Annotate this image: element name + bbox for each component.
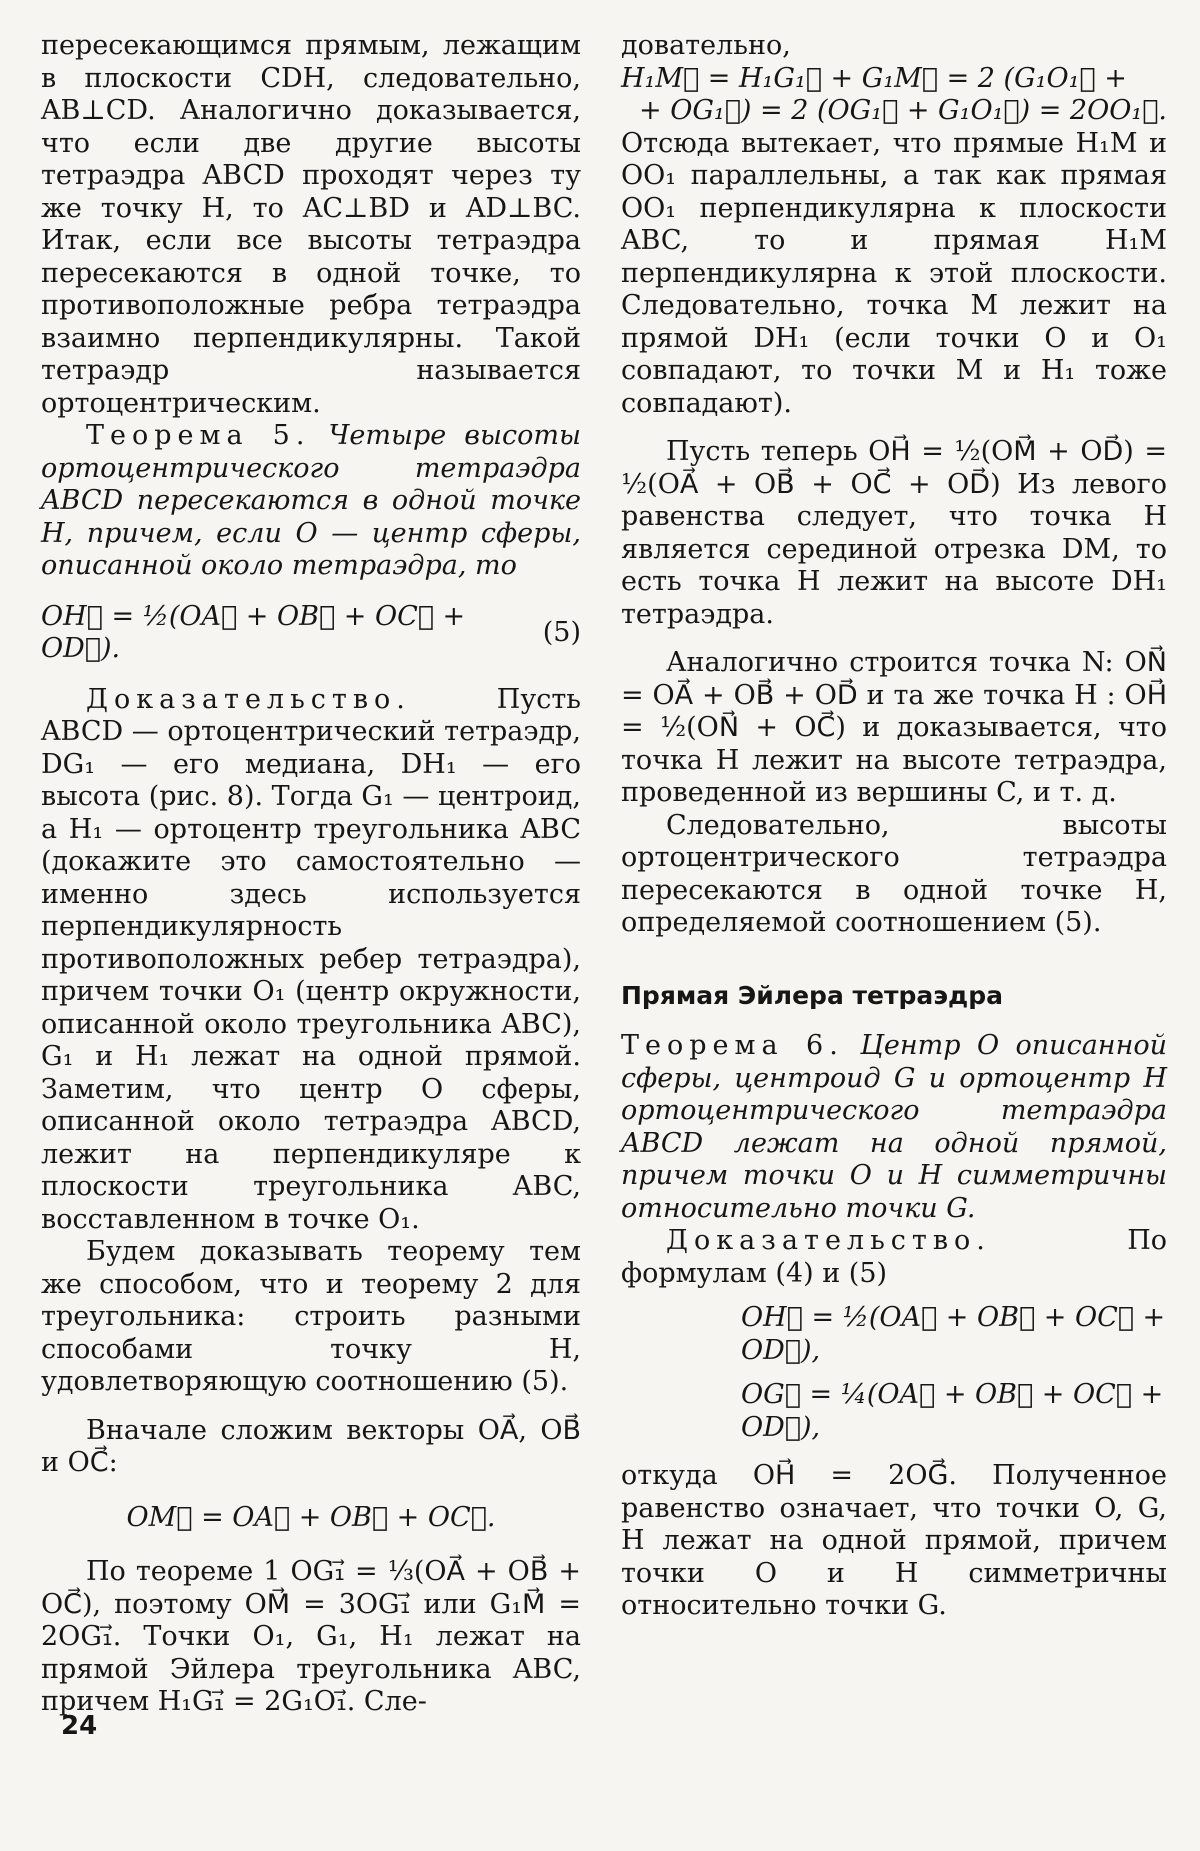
theorem-6-text: Центр O описанной сферы, центроид G и ортоцентр H ортоцентрического тетраэдра ABCD лежат на одной прямой, причем точки O и H симметричны относительно точки G. — [621, 1030, 1168, 1224]
section-heading: Прямая Эйлера тетраэдра — [621, 980, 1004, 1010]
formula-h1m-line-2: + OG₁⃗) = 2 (OG₁⃗ + G₁O₁⃗) = 2OO₁⃗. — [638, 95, 1167, 126]
paragraph-point-n: Аналогично строится точка N: ON⃗ = OA⃗ + OB⃗ + OD⃗ и та же точка H : OH⃗ = ½(ON⃗ + OC⃗) и доказывается, что точка H лежит на высоте тетраэдра, проведенной из вершины C, и т. д. — [621, 647, 1167, 808]
formula-oh: OH⃗ = ½(OA⃗ + OB⃗ + OC⃗ + OD⃗), — [741, 1302, 1166, 1366]
formula-h1m-line-1: H₁M⃗ = H₁G₁⃗ + G₁M⃗ = 2 (G₁O₁⃗ + — [621, 62, 1127, 94]
proof-6 — [621, 1225, 1167, 1290]
left-column — [41, 30, 581, 1719]
page-number: 24 — [61, 1711, 98, 1741]
formula-og: OG⃗ = ¼(OA⃗ + OB⃗ + OC⃗ + OD⃗), — [741, 1379, 1164, 1443]
proof-6-intro: По формулам (4) и (5) — [621, 1225, 1167, 1289]
right-column — [621, 30, 1167, 1623]
paragraph-theorem-1: По теореме 1 OG₁⃗ = ⅓(OA⃗ + OB⃗ + OC⃗), поэтому OM⃗ = 3OG₁⃗ или G₁M⃗ = 2OG₁⃗. Точки O₁, G₁, H₁ лежат на прямой Эйлера треугольника ABC, причем H₁G₁⃗ = 2G₁O₁⃗. Сле- — [41, 1556, 581, 1717]
paragraph-intro: пересекающимся прямым, лежащим в плоскости CDH, следовательно, AB⊥CD. Аналогично доказывается, что если две другие высоты тетраэдра ABCD проходят через ту же точку H, то AC⊥BD и AD⊥BC. Итак, если все высоты тетраэдра пересекаются в одной точке, то противоположные ребра тетраэдра взаимно перпендикулярны. Такой тетраэдр называется ортоцентрическим. — [41, 30, 581, 419]
paragraph-conclusion: Следовательно, высоты ортоцентрического тетраэдра пересекаются в одной точке H, определяемой соотношением (5). — [621, 809, 1167, 938]
paragraph-oh: Пусть теперь OH⃗ = ½(OM⃗ + OD⃗) = ½(OA⃗ + OB⃗ + OC⃗ + OD⃗) Из левого равенства следует, что точка H является серединой отрезка DM, то есть точка H лежит на высоте DH₁ тетраэдра. — [621, 436, 1167, 630]
proof-label: Доказательство. — [86, 683, 411, 715]
proof-5 — [41, 684, 581, 1237]
theorem-5-text: Четыре высоты ортоцентрического тетраэдра ABCD пересекаются в одной точке H, причем, если O — центр сферы, описанной около тетраэдра, то — [41, 420, 581, 581]
theorem-6-label: Теорема 6. — [621, 1030, 844, 1061]
formula-5: OH⃗ = ½(OA⃗ + OB⃗ + OC⃗ + OD⃗). — [41, 600, 466, 664]
formula-om: OM⃗ = OA⃗ + OB⃗ + OC⃗. — [126, 1501, 496, 1533]
paragraph-add-vectors: Вначале сложим векторы OA⃗, OB⃗ и OC⃗: — [41, 1414, 581, 1478]
proof-text: Пусть ABCD — ортоцентрический тетраэдр, DG₁ — его медиана, DH₁ — его высота (рис. 8). Тогда G₁ — центроид, а H₁ — ортоцентр треугольника ABC (докажите это самостоятельно — именно здесь используется перпендикулярность противоположных ребер тетраэдра), причем точки O₁ (центр окружности, описанной около треугольника ABC), G₁ и H₁ лежат на одной прямой. Заметим, что центр O сферы, описанной около тетраэдра ABCD, лежит на перпендикуляре к плоскости треугольника ABC, восставленном в точке O₁. — [41, 683, 581, 1235]
formula-5-number: (5) — [542, 616, 581, 648]
proof-6-label: Доказательство. — [666, 1225, 991, 1256]
theorem-6 — [621, 1030, 1167, 1225]
paragraph-continuation: довательно, — [621, 30, 791, 61]
paragraph-method: Будем доказывать теорему тем же способом, что и теорему 2 для треугольника: строить разными способами точку H, удовлетворяющую соотношению (5). — [41, 1236, 581, 1397]
theorem-5-label: Теорема 5. — [86, 420, 311, 451]
paragraph-parallel: Отсюда вытекает, что прямые H₁M и OO₁ параллельны, а так как прямая OO₁ перпендикулярна к плоскости ABC, то и прямая H₁M перпендикулярна к этой плоскости. Следовательно, точка M лежит на прямой DH₁ (если точки O и O₁ совпадают, то точки M и H₁ тоже совпадают). — [621, 127, 1167, 419]
paragraph-final: откуда OH⃗ = 2OG⃗. Полученное равенство означает, что точки O, G, H лежат на одной прямой, причем точки O и H симметричны относительно точки G. — [621, 1460, 1167, 1621]
theorem-5 — [41, 420, 581, 583]
formula-5-row — [41, 601, 581, 666]
